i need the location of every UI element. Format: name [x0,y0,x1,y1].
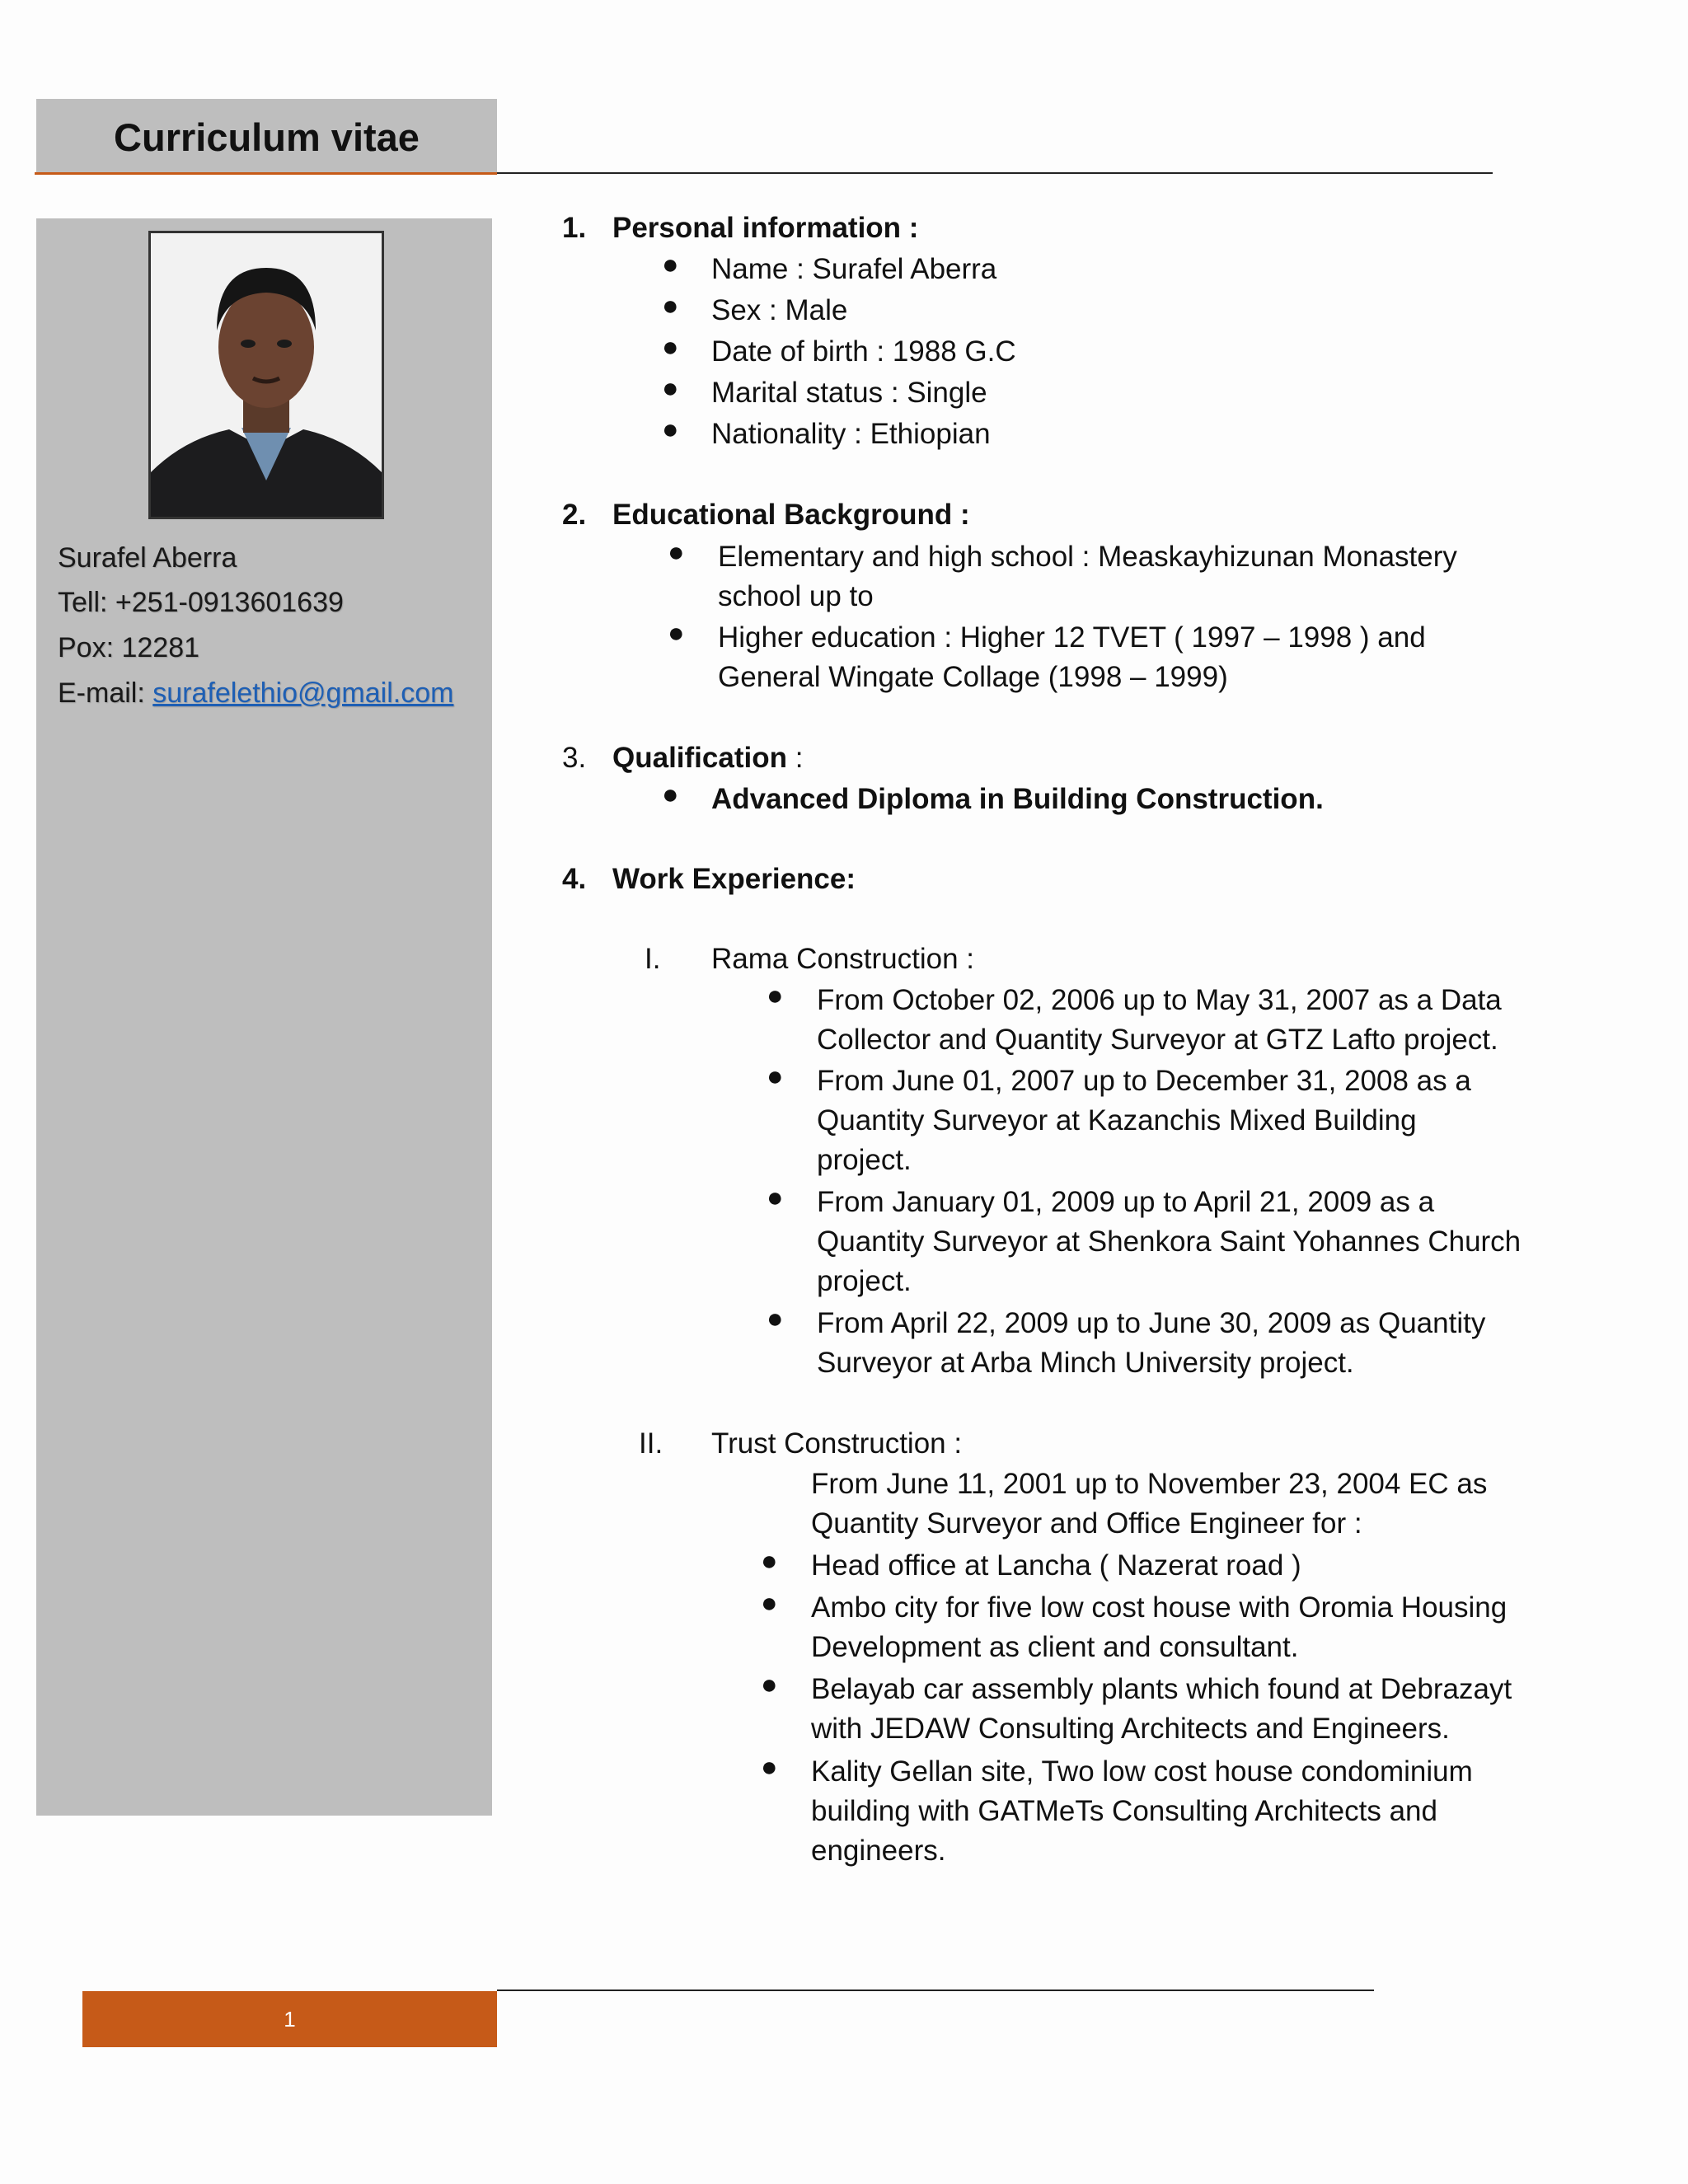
list-item-line: building with GATMeTs Consulting Architects and [811,1795,1437,1827]
section-heading: Work Experience: [612,863,856,895]
bullet-icon: ● [662,290,679,321]
list-item-line: engineers. [811,1835,946,1867]
list-item-line: From June 01, 2007 up to December 31, 2008 as a [817,1065,1471,1097]
bullet-icon: ● [662,373,679,404]
bullet-icon: ● [767,1303,784,1334]
profile-photo [148,231,384,519]
bullet-icon: ● [662,249,679,280]
list-item-line: Belayab car assembly plants which found at Debrazayt [811,1673,1512,1705]
list-item-line: From January 01, 2009 up to April 21, 2009 as a [817,1186,1435,1218]
list-item-line: General Wingate Collage (1998 – 1999) [718,661,1228,693]
bullet-icon: ● [662,414,679,445]
list-item-line: Surveyor at Arba Minch University project. [817,1347,1354,1379]
list-item-line: project. [817,1144,912,1176]
list-item-line: Head office at Lancha ( Nazerat road ) [811,1549,1301,1582]
list-item-line: Elementary and high school : Measkayhizunan Monastery [718,541,1457,573]
intro-line: From June 11, 2001 up to November 23, 2004 EC as [811,1468,1488,1500]
section-heading: Personal information : [612,212,919,244]
list-item-line: Quantity Surveyor at Shenkora Saint Yohannes Church [817,1226,1522,1258]
list-item: Marital status : Single [711,377,987,409]
bullet-icon: ● [767,980,784,1011]
subsection-heading: Rama Construction : [711,943,975,975]
section-number: 4. [562,863,587,895]
bullet-icon: ● [662,779,679,810]
list-item: Sex : Male [711,294,848,326]
list-item-line: school up to [718,580,874,612]
bullet-icon: ● [767,1182,784,1213]
list-item-line: From April 22, 2009 up to June 30, 2009 as Quantity [817,1307,1486,1339]
contact-email-row [58,677,453,710]
subsection-number: II. [639,1427,663,1460]
page-title: Curriculum vitae [36,99,497,175]
section-number: 1. [562,212,587,244]
bullet-icon: ● [761,1587,778,1619]
subsection-heading: Trust Construction : [711,1427,963,1460]
subsection-number: I. [645,943,661,975]
section-number: 3. [562,742,587,774]
intro-line: Quantity Surveyor and Office Engineer for : [811,1507,1362,1540]
list-item-line: Quantity Surveyor at Kazanchis Mixed Building [817,1104,1417,1137]
list-item: Nationality : Ethiopian [711,418,991,450]
list-item-line: with JEDAW Consulting Architects and Engineers. [811,1713,1450,1745]
section-number: 2. [562,499,587,531]
list-item-line: project. [817,1265,912,1297]
list-item: Advanced Diploma in Building Construction. [711,783,1324,815]
list-item-line: Ambo city for five low cost house with Oromia Housing [811,1591,1507,1624]
list-item-line: Development as client and consultant. [811,1631,1299,1663]
section-heading: Educational Background : [612,499,970,531]
contact-phone: Tell: +251-0913601639 [58,587,344,618]
title-underline [35,172,497,175]
list-item-line: From October 02, 2006 up to May 31, 2007 as a Data [817,984,1502,1016]
section-heading-row [612,738,803,778]
list-item-line: Higher education : Higher 12 TVET ( 1997 – 1998 ) and [718,621,1426,654]
page-number: 1 [284,2006,296,2032]
contact-email-link[interactable]: surafelethio@gmail.com [152,677,454,709]
section-heading: Qualification [612,742,787,774]
heading-colon: : [786,742,804,774]
list-item-line: Kality Gellan site, Two low cost house condominium [811,1755,1473,1788]
portrait-icon [151,233,382,517]
bullet-icon: ● [761,1751,778,1783]
bullet-icon: ● [668,617,685,649]
bullet-icon: ● [668,537,685,568]
bullet-icon: ● [662,331,679,363]
list-item: Date of birth : 1988 G.C [711,335,1016,368]
bullet-icon: ● [761,1669,778,1700]
list-item-line: Collector and Quantity Surveyor at GTZ Lafto project. [817,1024,1498,1056]
contact-name: Surafel Aberra [58,542,237,574]
bullet-icon: ● [761,1545,778,1577]
footer-divider [497,1990,1374,1991]
contact-pox: Pox: 12281 [58,632,200,663]
contact-email-label: E-mail: [58,677,153,709]
bullet-icon: ● [767,1061,784,1092]
list-item: Name : Surafel Aberra [711,253,997,285]
header-divider [497,172,1493,174]
